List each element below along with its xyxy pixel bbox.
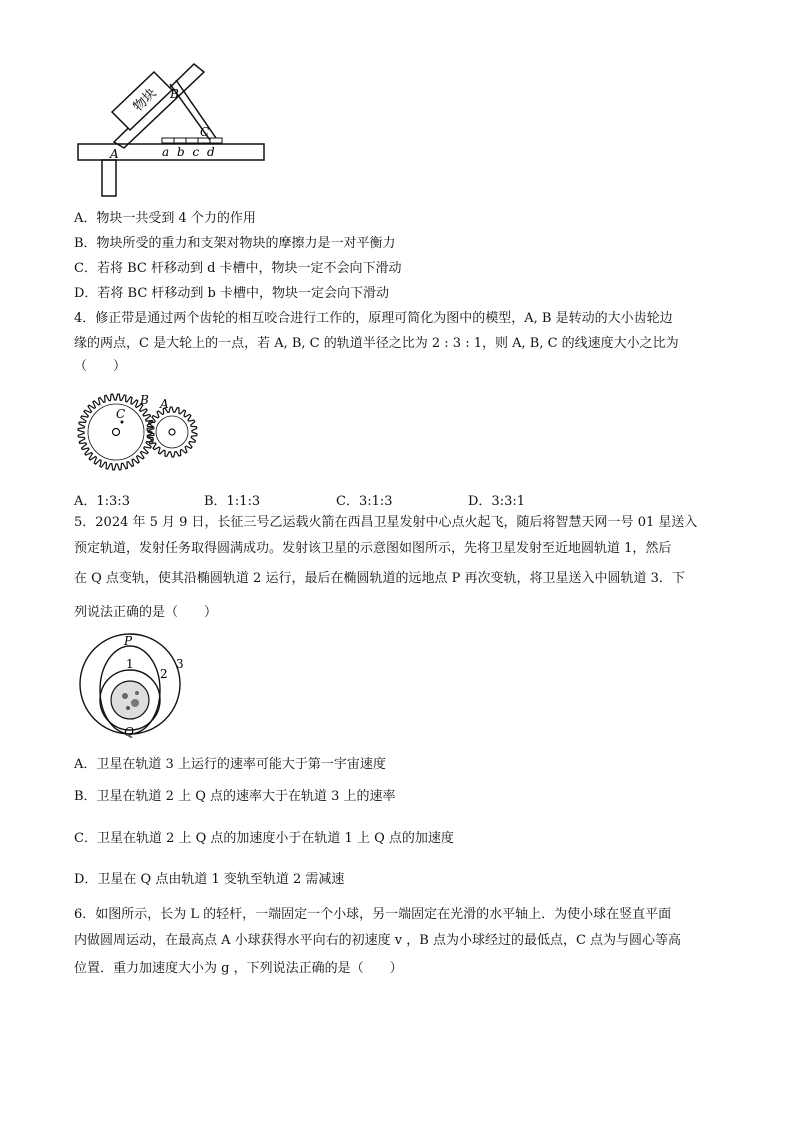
q6-stem-line-1: 6．如图所示，长为 L 的轻杆，一端固定一个小球，另一端固定在光滑的水平轴上．为使小球在竖直平面 (74, 907, 672, 922)
q4-option-b: B．1:1:3 (204, 494, 261, 509)
q5-stem-line-4: 列说法正确的是（ ） (74, 605, 218, 620)
q4-label-a: A (160, 397, 169, 411)
q4-figure-gears (74, 390, 204, 472)
q5-label-q: Q (124, 725, 134, 738)
q5-option-d: D．卫星在 Q 点由轨道 1 变轨至轨道 2 需减速 (74, 872, 345, 887)
q4-option-d: D．3:3:1 (468, 494, 525, 509)
q6-stem-line-3: 位置．重力加速度大小为 g ，下列说法正确的是（ ） (74, 961, 403, 976)
q5-label-orbit-2: 2 (160, 667, 168, 681)
q4-stem-line-3: （ ） (74, 359, 127, 374)
q5-option-c: C．卫星在轨道 2 上 Q 点的加速度小于在轨道 1 上 Q 点的加速度 (74, 831, 454, 846)
q5-label-p: P (124, 634, 133, 648)
q5-option-b: B．卫星在轨道 2 上 Q 点的速率大于在轨道 3 上的速率 (74, 789, 396, 804)
q3-block-label: 物块 (130, 85, 160, 115)
q4-small-gear-rim (156, 416, 188, 448)
q5-stem-line-2: 预定轨道，发射任务取得圆满成功。发射该卫星的示意图如图所示，先将卫星发射至近地圆轨道 1，然后 (74, 541, 672, 556)
q6-stem-line-2: 内做圆周运动，在最高点 A 小球获得水平向右的初速度 v ，B 点为小球经过的最低点，C 点为与圆心等高 (74, 933, 682, 948)
q5-figure-orbits (76, 630, 196, 738)
q3-label-a-point: A (110, 147, 119, 161)
q5-label-orbit-1: 1 (126, 657, 134, 671)
q3-slot-labels: a b c d (162, 145, 215, 159)
q4-option-a: A．1:3:3 (74, 494, 130, 509)
q5-label-orbit-3: 3 (176, 657, 184, 671)
q3-option-a: A．物块一共受到 4 个力的作用 (74, 211, 256, 226)
q3-option-d: D．若将 BC 杆移动到 b 卡槽中，物块一定会向下滑动 (74, 286, 390, 301)
q5-stem-line-3: 在 Q 点变轨，使其沿椭圆轨道 2 运行，最后在椭圆轨道的远地点 P 再次变轨，将卫星送入中圆轨道 3．下 (74, 571, 685, 586)
q4-label-b: B (140, 393, 149, 407)
q5-option-a: A．卫星在轨道 3 上运行的速率可能大于第一宇宙速度 (74, 757, 386, 772)
q4-stem-line-1: 4．修正带是通过两个齿轮的相互咬合进行工作的，原理可简化为图中的模型，A, B 是转动的大小齿轮边 (74, 311, 673, 326)
q4-small-gear (147, 407, 197, 457)
q3-label-b-point: B (170, 87, 179, 101)
q3-option-c: C．若将 BC 杆移动到 d 卡槽中，物块一定不会向下滑动 (74, 261, 402, 276)
q5-stem-line-1: 5．2024 年 5 月 9 日，长征三号乙运载火箭在西昌卫星发射中心点火起飞，随后将智慧天网一号 01 星送入 (74, 515, 698, 530)
q3-option-b: B．物块所受的重力和支架对物块的摩擦力是一对平衡力 (74, 236, 396, 251)
q3-figure-incline-stand (74, 60, 274, 200)
q3-label-c-point: C (200, 125, 210, 139)
q4-option-c: C．3:1:3 (336, 494, 393, 509)
q4-label-c: C (116, 407, 126, 421)
q4-stem-line-2: 缘的两点，C 是大轮上的一点，若 A, B, C 的轨道半径之比为 2 : 3 : 1，则 A, B, C 的线速度大小之比为 (74, 336, 679, 351)
